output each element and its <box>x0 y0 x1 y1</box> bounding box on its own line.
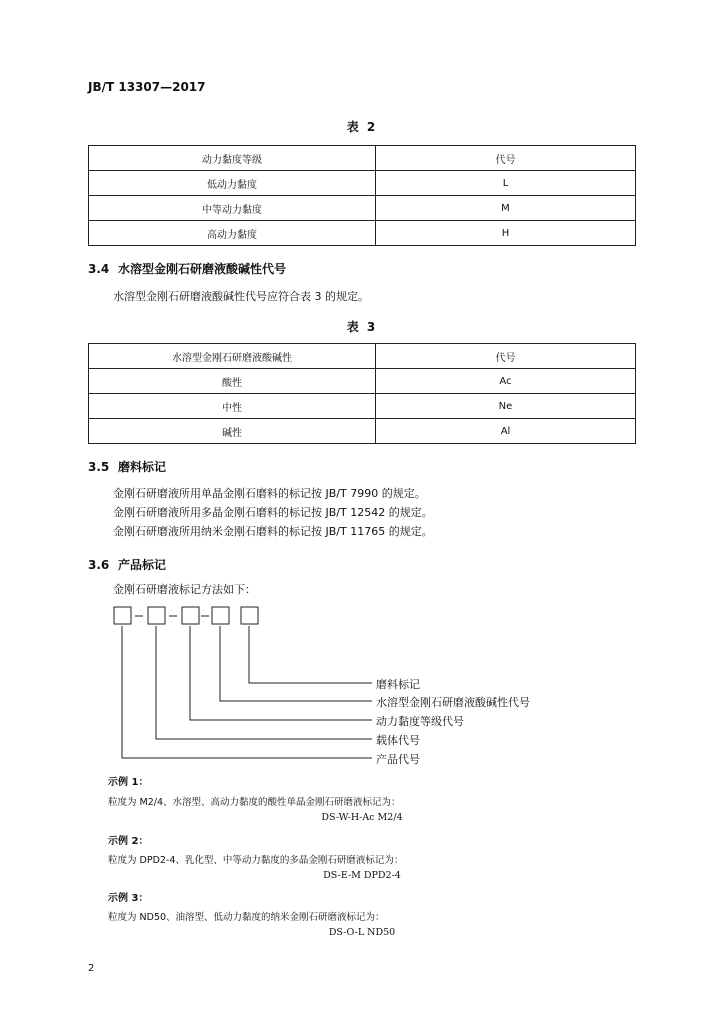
example-heading: 示例 2： <box>108 836 149 847</box>
document-code: JB/T 13307—2017 <box>88 80 206 94</box>
table-cell: 碱性 <box>89 419 376 444</box>
table-2-caption: 表 2 <box>346 120 378 134</box>
section-3-5-line: 金刚石研磨液所用单晶金刚石磨料的标记按 JB/T 7990 的规定。 <box>113 487 426 500</box>
leader-line <box>122 626 372 758</box>
example-code: DS-E-M DPD2-4 <box>323 870 401 881</box>
section-number: 3.5 <box>88 460 110 474</box>
section-title: 水溶型金刚石研磨液酸碱性代号 <box>118 262 287 276</box>
viscosity-code-box <box>182 607 199 624</box>
section-3-5-line: 金刚石研磨液所用纳米金刚石磨料的标记按 JB/T 11765 的规定。 <box>113 525 433 538</box>
example-text: 粒度为 DPD2-4、乳化型、中等动力黏度的多晶金刚石研磨液标记为： <box>108 855 404 866</box>
table-3-caption: 表 3 <box>346 320 378 334</box>
table-cell: H <box>376 221 636 246</box>
carrier-code-box <box>148 607 165 624</box>
abrasive-mark-box <box>241 607 258 624</box>
diagram-label: 载体代号 <box>376 734 420 747</box>
example-text: 粒度为 M2/4、水溶型、高动力黏度的酸性单晶金刚石研磨液标记为： <box>108 797 401 808</box>
table-header-cell: 水溶型金刚石研磨液酸碱性 <box>89 344 376 369</box>
diagram-label: 动力黏度等级代号 <box>376 715 464 728</box>
diagram-label: 磨料标记 <box>376 678 420 691</box>
section-title: 产品标记 <box>118 558 167 572</box>
leader-line <box>190 626 372 720</box>
section-number: 3.4 <box>88 262 110 276</box>
section-3-5-line: 金刚石研磨液所用多晶金刚石磨料的标记按 JB/T 12542 的规定。 <box>113 506 433 519</box>
ph-code-box <box>212 607 229 624</box>
section-number: 3.6 <box>88 558 110 572</box>
example-heading: 示例 3： <box>108 893 149 904</box>
leader-line <box>220 626 372 701</box>
example-text: 粒度为 ND50、油溶型、低动力黏度的纳米金刚石研磨液标记为： <box>108 912 385 923</box>
example-heading: 示例 1： <box>108 777 149 788</box>
page-number: 2 <box>88 963 95 974</box>
table-cell: 中等动力黏度 <box>89 196 376 221</box>
table-cell: 低动力黏度 <box>89 171 376 196</box>
section-title: 磨料标记 <box>118 460 167 474</box>
product-code-box <box>114 607 131 624</box>
example-code: DS-O-L ND50 <box>328 927 396 938</box>
table-cell: L <box>376 171 636 196</box>
section-3-4-body: 水溶型金刚石研磨液酸碱性代号应符合表 3 的规定。 <box>113 290 369 303</box>
table-header-cell: 代号 <box>376 146 636 171</box>
table-cell: 中性 <box>89 394 376 419</box>
table-cell: 高动力黏度 <box>89 221 376 246</box>
table-cell: 酸性 <box>89 369 376 394</box>
table-cell: Ac <box>376 369 636 394</box>
table-cell: M <box>376 196 636 221</box>
table-header-cell: 动力黏度等级 <box>89 146 376 171</box>
leader-line <box>249 626 372 683</box>
table-header-cell: 代号 <box>376 344 636 369</box>
diagram-label: 产品代号 <box>376 753 420 766</box>
diagram-label: 水溶型金刚石研磨液酸碱性代号 <box>376 696 530 709</box>
example-code: DS-W-H-Ac M2/4 <box>321 812 403 823</box>
table-cell: Ne <box>376 394 636 419</box>
section-3-6-intro: 金刚石研磨液标记方法如下： <box>113 583 256 596</box>
table-cell: Al <box>376 419 636 444</box>
